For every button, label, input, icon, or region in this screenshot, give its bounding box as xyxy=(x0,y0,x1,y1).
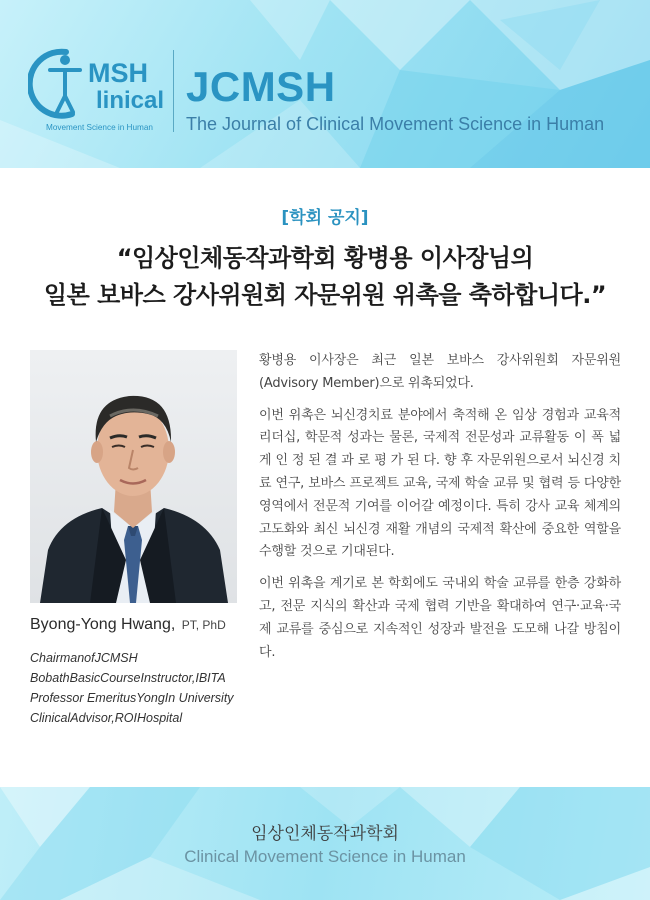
brand-subtitle: The Journal of Clinical Movement Science in Human xyxy=(186,114,605,134)
article-body xyxy=(259,350,621,673)
article-paragraph: 이번 위촉은 뇌신경치료 분야에서 축적해 온 임상 경험과 교육적 리더십, 학문적 성과는 물론, 국제적 전문성과 교류활동 이 폭 넓 게 인 정 된 결 과 로 평 가 된 다. 향 후 자문위원으로서 뇌신경 치료 연구, 보바스 프로젝트 교육, 국제 학술 교류 및 협력 등 다양한 영역에서 전문적 기여를 이어갈 예정이다. 특히 강사 교육 체계의 고도화와 최신 뇌신경 재활 개념의 국제적 확산에 중요한 역할을 수행할 것으로 기대된다. xyxy=(259,407,621,560)
brand-title: JCMSH xyxy=(186,63,336,110)
header-banner xyxy=(0,0,650,168)
notice-tag: [학회 공지] xyxy=(281,208,369,228)
profile-role-item: ClinicalAdvisor,ROIHospital xyxy=(30,711,183,725)
logo-text-msh: MSH xyxy=(88,58,148,88)
profile-role-item: Professor EmeritusYongIn University xyxy=(30,691,234,705)
jcmsh-logo xyxy=(28,38,168,138)
profile-credentials: PT, PhD xyxy=(181,618,226,632)
footer-org-subtitle: Clinical Movement Science in Human xyxy=(184,847,466,866)
logo-text-linical: linical xyxy=(96,87,165,114)
notice-title-line-2: 일본 보바스 강사위원회 자문위원 위촉을 축하합니다.” xyxy=(43,281,607,309)
footer-org-name: 임상인체동작과학회 xyxy=(251,824,399,844)
notice-title xyxy=(0,240,650,314)
profile-name-text: Byong-Yong Hwang, xyxy=(30,616,176,633)
notice-title-line-1: “임상인체동작과학회 황병용 이사장님의 xyxy=(116,244,534,272)
footer-banner xyxy=(0,787,650,900)
profile-roles-list xyxy=(30,648,234,728)
article-paragraph: 이번 위촉을 계기로 본 학회에도 국내외 학술 교류를 한층 강화하고, 전문 지식의 확산과 국제 협력 기반을 확대하여 연구·교육·국제 교류를 중심으로 지속적인 성장과 발전을 도모해 나갈 방침이다. xyxy=(259,576,621,660)
profile-name xyxy=(30,616,226,634)
logo-divider xyxy=(173,50,174,132)
article-paragraph: 황병용 이사장은 최근 일본 보바스 강사위원회 자문위원(Advisory Member)으로 위촉되었다. xyxy=(259,353,621,391)
profile-role-item: ChairmanofJCMSH xyxy=(30,651,138,665)
portrait-illustration xyxy=(30,350,237,603)
logo-tagline: Movement Science in Human xyxy=(46,123,153,132)
profile-role-item: BobathBasicCourseInstructor,IBITA xyxy=(30,671,226,685)
portrait-photo xyxy=(30,350,237,603)
